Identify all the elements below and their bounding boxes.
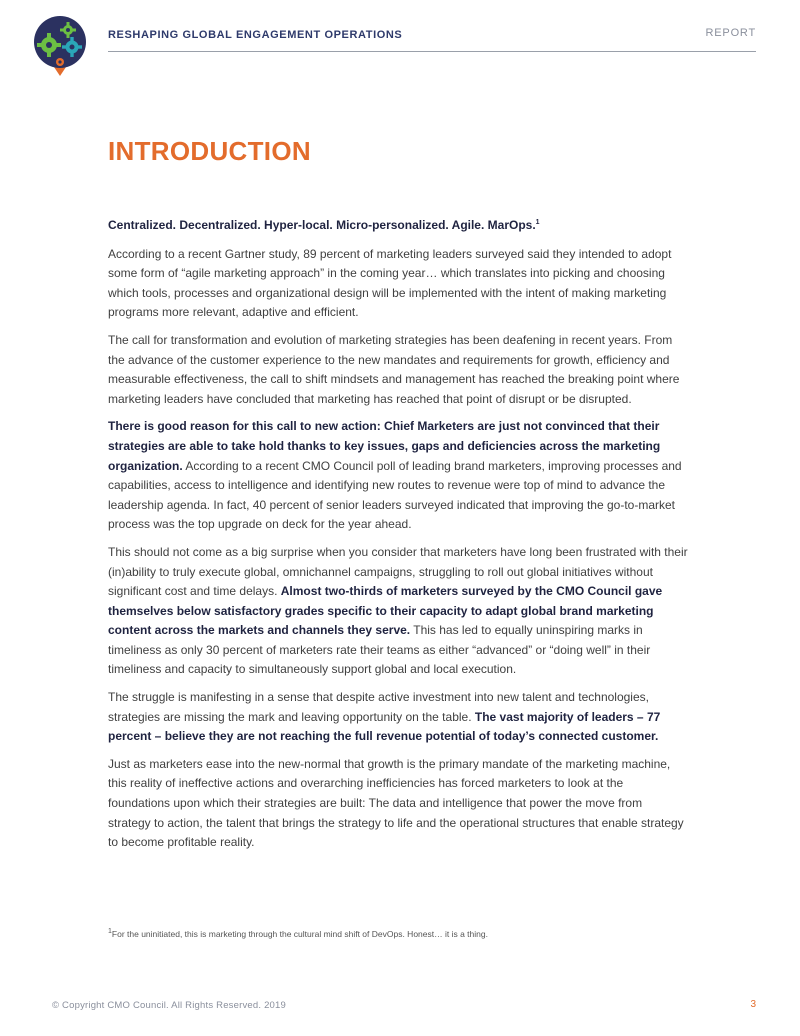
lead-sentence <box>108 216 688 236</box>
paragraph-4-text-a: This should not come as a big surprise when you consider that marketers have long been frustrated with their (in)ability to truly execute global, omnichannel campaigns, struggling to roll out global initiatives without significant cost and time delays. <box>108 544 688 599</box>
paragraph-5-text: The struggle is manifesting in a sense that despite active investment into new talent and technologies, strategies are missing the mark and leaving opportunity on the table. <box>108 690 649 724</box>
paragraph-3 <box>108 417 688 535</box>
paragraph-5-highlight: The vast majority of leaders – 77 percent – believe they are not reaching the full revenue potential of today’s connected customer. <box>108 709 661 744</box>
gears-pin-icon <box>32 14 88 78</box>
paragraph-3-highlight: There is good reason for this call to new action: Chief Marketers are just not convinced that their strategies are able to take hold thanks to key issues, gaps and deficiencies across the marketing organization. <box>108 419 661 473</box>
paragraph-2: The call for transformation and evolution of marketing strategies has been deafening in recent years. From the advance of the customer experience to the new mandates and requirements for growth, efficiency and measurable effectiveness, the call to shift mindsets and management has reached the breaking point where marketing leaders have concluded that marketing has reached that point of disrupt or be disrupted. <box>108 332 680 406</box>
footnote-ref: 1 <box>535 219 540 226</box>
header-title: RESHAPING GLOBAL ENGAGEMENT OPERATIONS <box>108 29 403 41</box>
header-divider <box>108 51 756 52</box>
footnote-marker: 1 <box>108 928 112 936</box>
footnote <box>108 929 488 939</box>
paragraph-1: According to a recent Gartner study, 89 percent of marketing leaders surveyed said they intended to adopt some form of “agile marketing approach” in the coming year… which translates into picking and choosing which tools, processes and organizational design will be implemented with the intent of making marketing programs more relevant, adaptive and efficient. <box>108 246 672 320</box>
paragraph-3-text: According to a recent CMO Council poll of leading brand marketers, improving processes and capabilities, access to intelligence and identifying new routes to revenue were top of mind to advance the leadership agenda. In fact, 40 percent of senior leaders surveyed indicated that improving the go-to-market process was the top upgrade on deck for the year ahead. <box>108 458 682 532</box>
report-label: REPORT <box>705 27 756 39</box>
paragraph-5 <box>108 688 688 747</box>
body-content <box>108 216 688 861</box>
page-title: INTRODUCTION <box>108 136 311 166</box>
lead-text: Centralized. Decentralized. Hyper-local. Micro-personalized. Agile. MarOps. <box>108 218 536 232</box>
paragraph-4-text-b: This has led to equally uninspiring marks in timeliness as only 30 percent of marketers rate their teams as either “advanced” or “doing well” in their timeliness and capacity to simultaneously support global and local execution. <box>108 623 651 677</box>
paragraph-4 <box>108 543 688 680</box>
footer-copyright: © Copyright CMO Council. All Rights Reserved. 2019 <box>52 1000 287 1011</box>
paragraph-6: Just as marketers ease into the new-normal that growth is the primary mandate of the marketing machine, this reality of ineffective actions and overarching inefficiencies has forced marketers to look at the foundations upon which their strategies are built: The data and intelligence that power the move from strategy to action, the talent that brings the strategy to life and the operational structures that enable strategy to become profitable reality. <box>108 756 684 850</box>
footnote-text: For the uninitiated, this is marketing through the cultural mind shift of DevOps. Honest… it is a thing. <box>111 929 488 939</box>
paragraph-4-highlight: Almost two-thirds of marketers surveyed by the CMO Council gave themselves below satisfactory grades specific to their capacity to adapt global brand marketing content across the markets and channels they serve. <box>108 584 663 638</box>
page-number: 3 <box>750 999 756 1010</box>
